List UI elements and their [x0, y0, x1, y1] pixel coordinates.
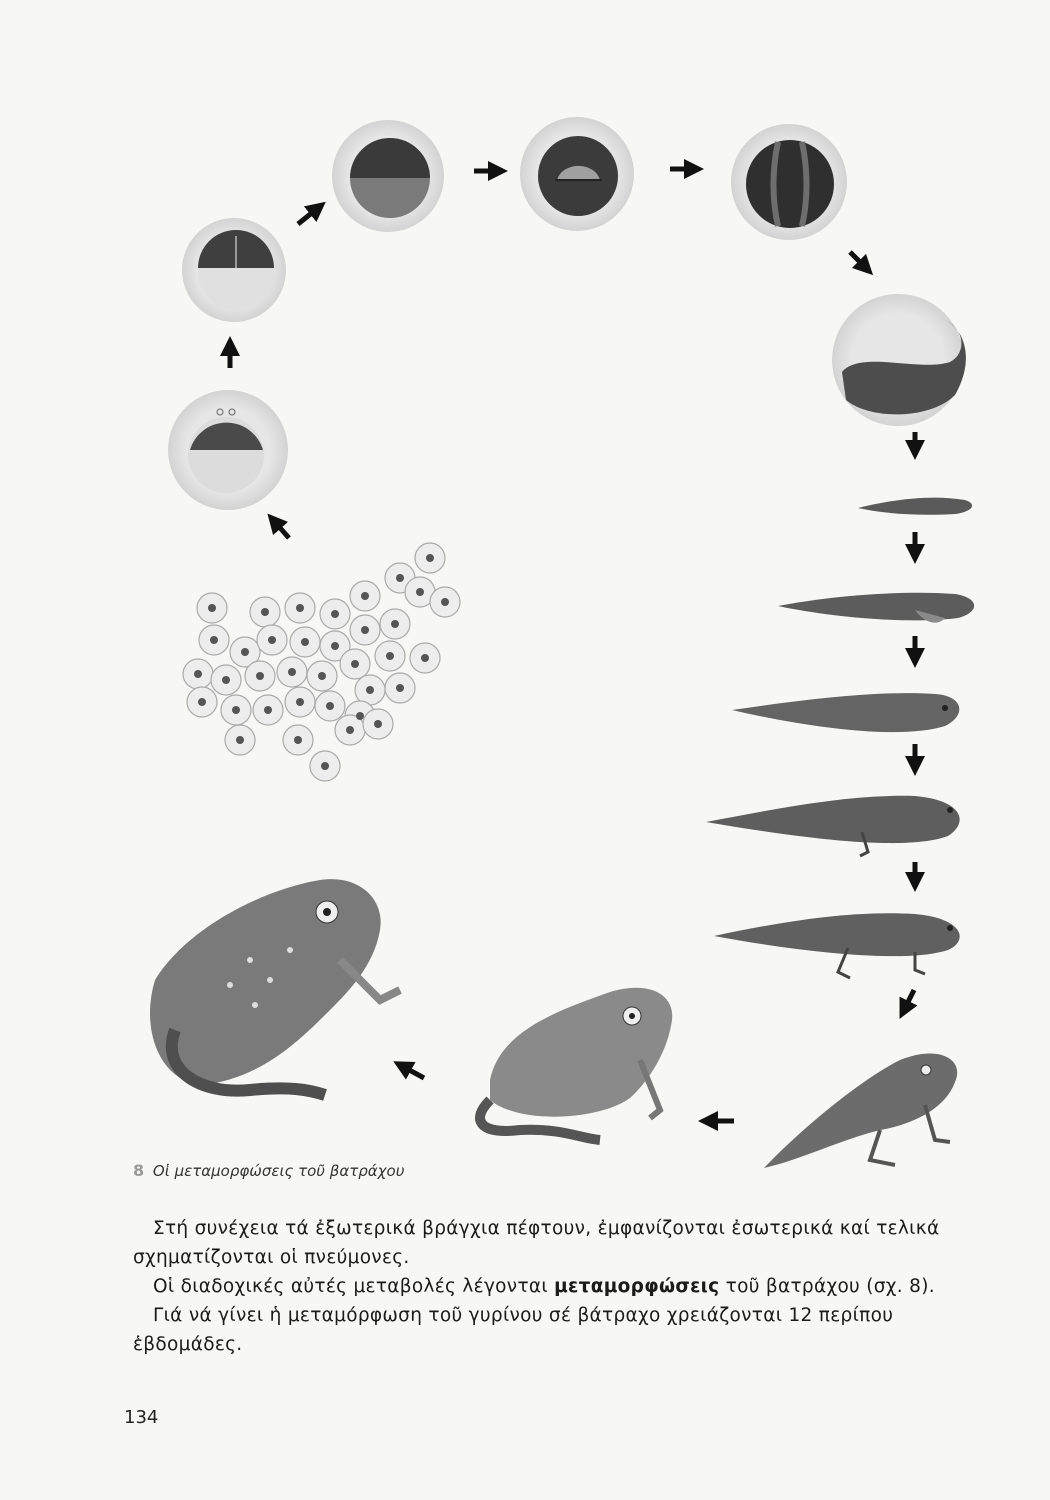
tadpole-four-legs	[714, 913, 960, 978]
fertilized-egg	[168, 390, 288, 510]
hatchling	[858, 498, 972, 515]
term-metamorphosis: μεταμορφώσεις	[554, 1276, 720, 1297]
gastrula	[520, 117, 634, 231]
two-cell-egg	[182, 218, 286, 322]
paragraph-2-end: τοῦ βατράχου (σχ. 8).	[719, 1276, 935, 1297]
tadpole-hind-legs	[706, 796, 960, 856]
figure-number: 8	[133, 1161, 145, 1180]
paragraph-3: Γιά νά γίνει ἡ μεταμόρφωση τοῦ γυρίνου σέ βάτραχο χρειάζονται 12 περίπου ἑβδομάδες.	[133, 1305, 894, 1355]
froglet-with-tail	[764, 1054, 957, 1168]
young-frog	[480, 988, 672, 1140]
paragraph-1: Στή συνέχεια τά ἐξωτερικά βράγχια πέφτουν, ἐμφανίζονται ἐσωτερικά καί τελικά σχηματίζονται οἱ πνεύμονες.	[133, 1218, 940, 1268]
tadpole-with-gills	[732, 693, 959, 732]
neurula	[731, 124, 847, 240]
adult-frog	[150, 879, 400, 1095]
figure-caption	[133, 1161, 404, 1180]
paragraph-2-start: Οἱ διαδοχικές αὐτές μεταβολές λέγονται	[153, 1276, 555, 1297]
embryo	[832, 294, 966, 426]
egg-mass	[183, 543, 460, 781]
blastula	[332, 120, 444, 232]
young-tadpole	[778, 593, 974, 623]
paragraph-2	[133, 1272, 995, 1301]
figure-caption-text: Οἱ μεταμορφώσεις τοῦ βατράχου	[152, 1162, 405, 1180]
page-number: 134	[124, 1407, 159, 1428]
body-text	[133, 1214, 995, 1359]
